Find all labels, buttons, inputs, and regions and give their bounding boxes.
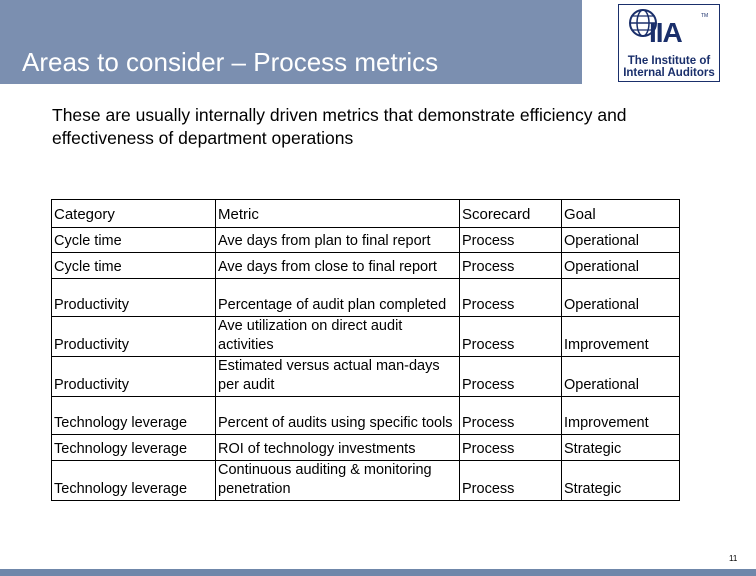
cell-goal: Operational (562, 279, 680, 317)
footer-bar (0, 569, 756, 576)
header-category: Category (52, 200, 216, 228)
cell-scorecard: Process (460, 435, 562, 461)
cell-category: Productivity (52, 357, 216, 397)
logo-tm: TM (701, 13, 709, 19)
page-number: 11 (729, 554, 738, 563)
table-row (52, 397, 680, 435)
logo-line-2: Internal Auditors (623, 67, 715, 79)
cell-goal: Operational (562, 357, 680, 397)
cell-metric: Ave days from close to final report (216, 253, 460, 279)
cell-goal: Improvement (562, 317, 680, 357)
table-row (52, 461, 680, 501)
cell-category: Cycle time (52, 253, 216, 279)
cell-metric: Ave utilization on direct audit activities (216, 317, 460, 357)
table-row (52, 357, 680, 397)
cell-category: Technology leverage (52, 435, 216, 461)
cell-goal: Operational (562, 228, 680, 253)
cell-scorecard: Process (460, 253, 562, 279)
cell-category: Technology leverage (52, 397, 216, 435)
cell-category: Cycle time (52, 228, 216, 253)
cell-goal: Operational (562, 253, 680, 279)
table-row (52, 228, 680, 253)
cell-scorecard: Process (460, 228, 562, 253)
cell-goal: Improvement (562, 397, 680, 435)
process-metrics-table (51, 199, 680, 501)
intro-text: These are usually internally driven metrics that demonstrate efficiency and effectiveness of department operations (52, 105, 627, 148)
table-header-row (52, 200, 680, 228)
table-row (52, 253, 680, 279)
cell-scorecard: Process (460, 357, 562, 397)
logo-line-1: The Institute of (627, 55, 711, 67)
cell-metric: Continuous auditing & monitoring penetration (216, 461, 460, 501)
cell-metric: ROI of technology investments (216, 435, 460, 461)
header-goal: Goal (562, 200, 680, 228)
cell-scorecard: Process (460, 279, 562, 317)
cell-metric: Percent of audits using specific tools (216, 397, 460, 435)
cell-category: Technology leverage (52, 461, 216, 501)
cell-scorecard: Process (460, 461, 562, 501)
cell-goal: Strategic (562, 461, 680, 501)
header-metric: Metric (216, 200, 460, 228)
header-scorecard: Scorecard (460, 200, 562, 228)
page-title: Areas to consider – Process metrics (22, 47, 439, 77)
title-banner (0, 0, 582, 84)
cell-category: Productivity (52, 317, 216, 357)
cell-scorecard: Process (460, 397, 562, 435)
table-row (52, 317, 680, 357)
cell-category: Productivity (52, 279, 216, 317)
table-row (52, 435, 680, 461)
logo-mark: IIA (649, 17, 682, 48)
iia-logo (618, 4, 720, 82)
cell-scorecard: Process (460, 317, 562, 357)
cell-metric: Ave days from plan to final report (216, 228, 460, 253)
table-row (52, 279, 680, 317)
cell-metric: Estimated versus actual man-days per audit (216, 357, 460, 397)
cell-goal: Strategic (562, 435, 680, 461)
cell-metric: Percentage of audit plan completed (216, 279, 460, 317)
